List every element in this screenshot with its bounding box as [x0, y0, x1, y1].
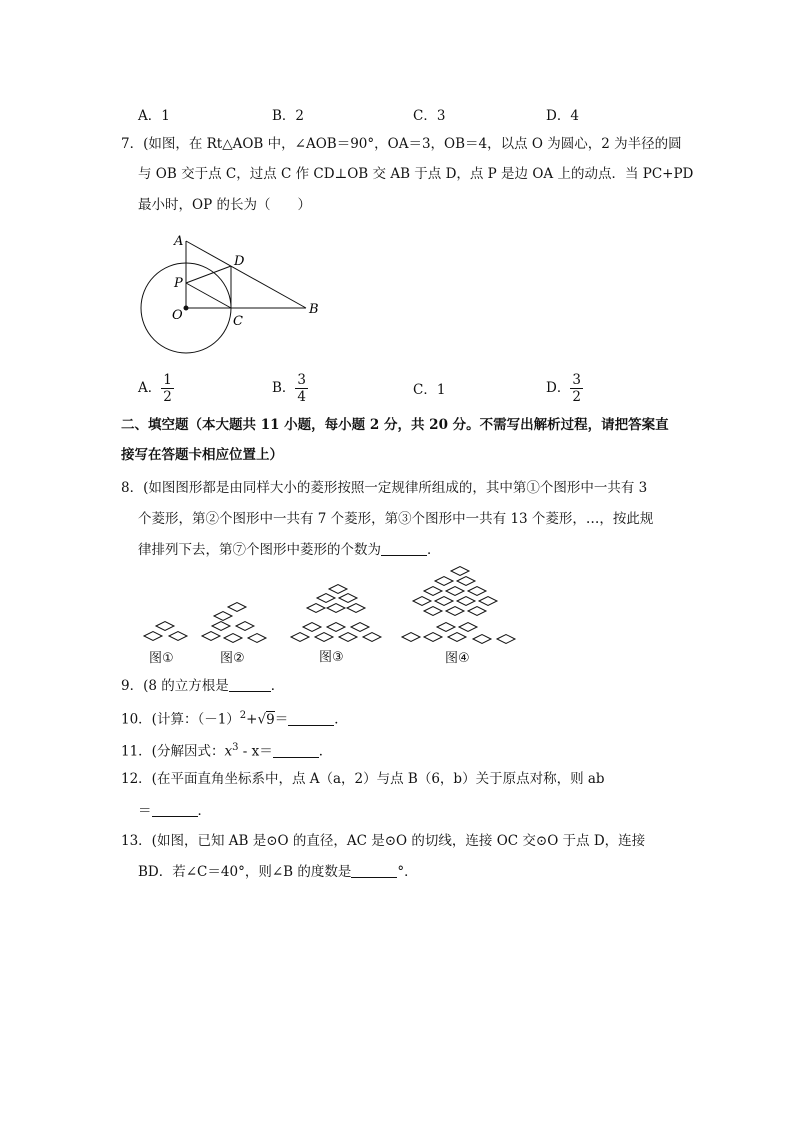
- q6-option-a: A．1: [138, 108, 170, 124]
- q10-answer-blank[interactable]: [288, 711, 334, 726]
- q6-option-d: D．4: [546, 108, 579, 124]
- q13-line-2: BD．若∠C＝40°，则∠B 的度数是 °．: [138, 864, 418, 880]
- q12-line-1: 12．(在平面直角坐标系中，点 A（a，2）与点 B（6，b）关于原点对称，则 ab: [121, 771, 605, 787]
- q6-option-b: B．2: [272, 108, 305, 124]
- figure-4-rhombi: [402, 567, 515, 644]
- q11-line: 11．(分解因式：$x^3 - x=$ ．: [121, 742, 333, 760]
- q7-line-3: 最小时，OP 的长为（ ）: [138, 197, 311, 213]
- q10-line: 10．(计算：$(-1)^2+√9=$ ．: [121, 710, 348, 728]
- q7-option-d: [546, 372, 583, 405]
- fraction-3-4: $\frac{3}{4}$: [297, 372, 307, 405]
- segment-pc: [186, 283, 231, 308]
- section-2-heading-line-1: 二、填空题（本大题共 11 小题，每小题 2 分，共 20 分。不需写出解析过程，请把答案直: [121, 417, 669, 433]
- q7-option-c: C．1: [413, 382, 446, 398]
- caption-figure-3: 图③: [319, 650, 344, 665]
- caption-figure-4: 图④: [445, 651, 470, 666]
- q8-line-1: 8．(如图图形都是由同样大小的菱形按照一定规律所组成的，其中第①个图形中一共有 3: [121, 480, 648, 496]
- label-a: A: [174, 234, 184, 249]
- section-2-heading-line-2: 接写在答题卡相应位置上）: [121, 447, 283, 463]
- figure-3-rhombi: [291, 585, 381, 642]
- q7-option-b-label: B．: [272, 380, 296, 396]
- figure-1-rhombi: [144, 622, 187, 641]
- center-dot: [184, 306, 189, 311]
- label-b: B: [309, 302, 319, 317]
- q11-answer-blank[interactable]: [273, 743, 319, 758]
- caption-figure-2: 图②: [220, 651, 245, 666]
- q9-answer-blank[interactable]: [229, 677, 271, 692]
- q7-option-b: [272, 372, 308, 405]
- q8-line-2: 个菱形，第②个图形中一共有 7 个菱形，第③个图形中一共有 13 个菱形，…，按此规: [138, 511, 654, 527]
- label-d: D: [234, 254, 245, 269]
- q7-option-a-label: A．: [138, 380, 162, 396]
- fraction-1-2: $\frac{1}{2}$: [163, 372, 172, 405]
- segment-ab: [186, 241, 306, 308]
- sqrt-symbol: √: [257, 711, 267, 728]
- q7-line-2: 与 OB 交于点 C，过点 C 作 CD⊥OB 交 AB 于点 D，点 P 是边 OA 上的动点．当 PC+PD: [138, 166, 694, 182]
- q8-line-3: 律排列下去，第⑦个图形中菱形的个数为 ．: [138, 542, 441, 558]
- q12-answer-blank[interactable]: [152, 802, 198, 817]
- q7-option-a: [138, 372, 174, 405]
- q7-geometry-figure: [130, 228, 330, 363]
- q13-line-1: 13．(如图，已知 AB 是⊙O 的直径，AC 是⊙O 的切线，连接 OC 交⊙O 于点 D，连接: [121, 833, 646, 849]
- label-c: C: [233, 314, 243, 329]
- caption-figure-1: 图①: [149, 651, 174, 666]
- q7-option-d-label: D．: [546, 380, 571, 396]
- q12-line-2: ＝ ．: [138, 803, 211, 819]
- q13-answer-blank[interactable]: [351, 863, 397, 878]
- q9-line: 9．(8 的立方根是 ．: [121, 678, 285, 694]
- q8-answer-blank[interactable]: [381, 541, 427, 556]
- figure-2-rhombi: [202, 603, 266, 643]
- label-p: P: [174, 276, 183, 291]
- fraction-3-2: $\frac{3}{2}$: [572, 372, 581, 405]
- q8-rhombus-patterns: [130, 560, 530, 652]
- q6-option-c: C．3: [413, 108, 446, 124]
- label-o: O: [172, 308, 183, 323]
- q7-line-1: 7．(如图，在 Rt△AOB 中，∠AOB＝90°，OA＝3，OB＝4，以点 O 为圆心，2 为半径的圆: [121, 136, 682, 152]
